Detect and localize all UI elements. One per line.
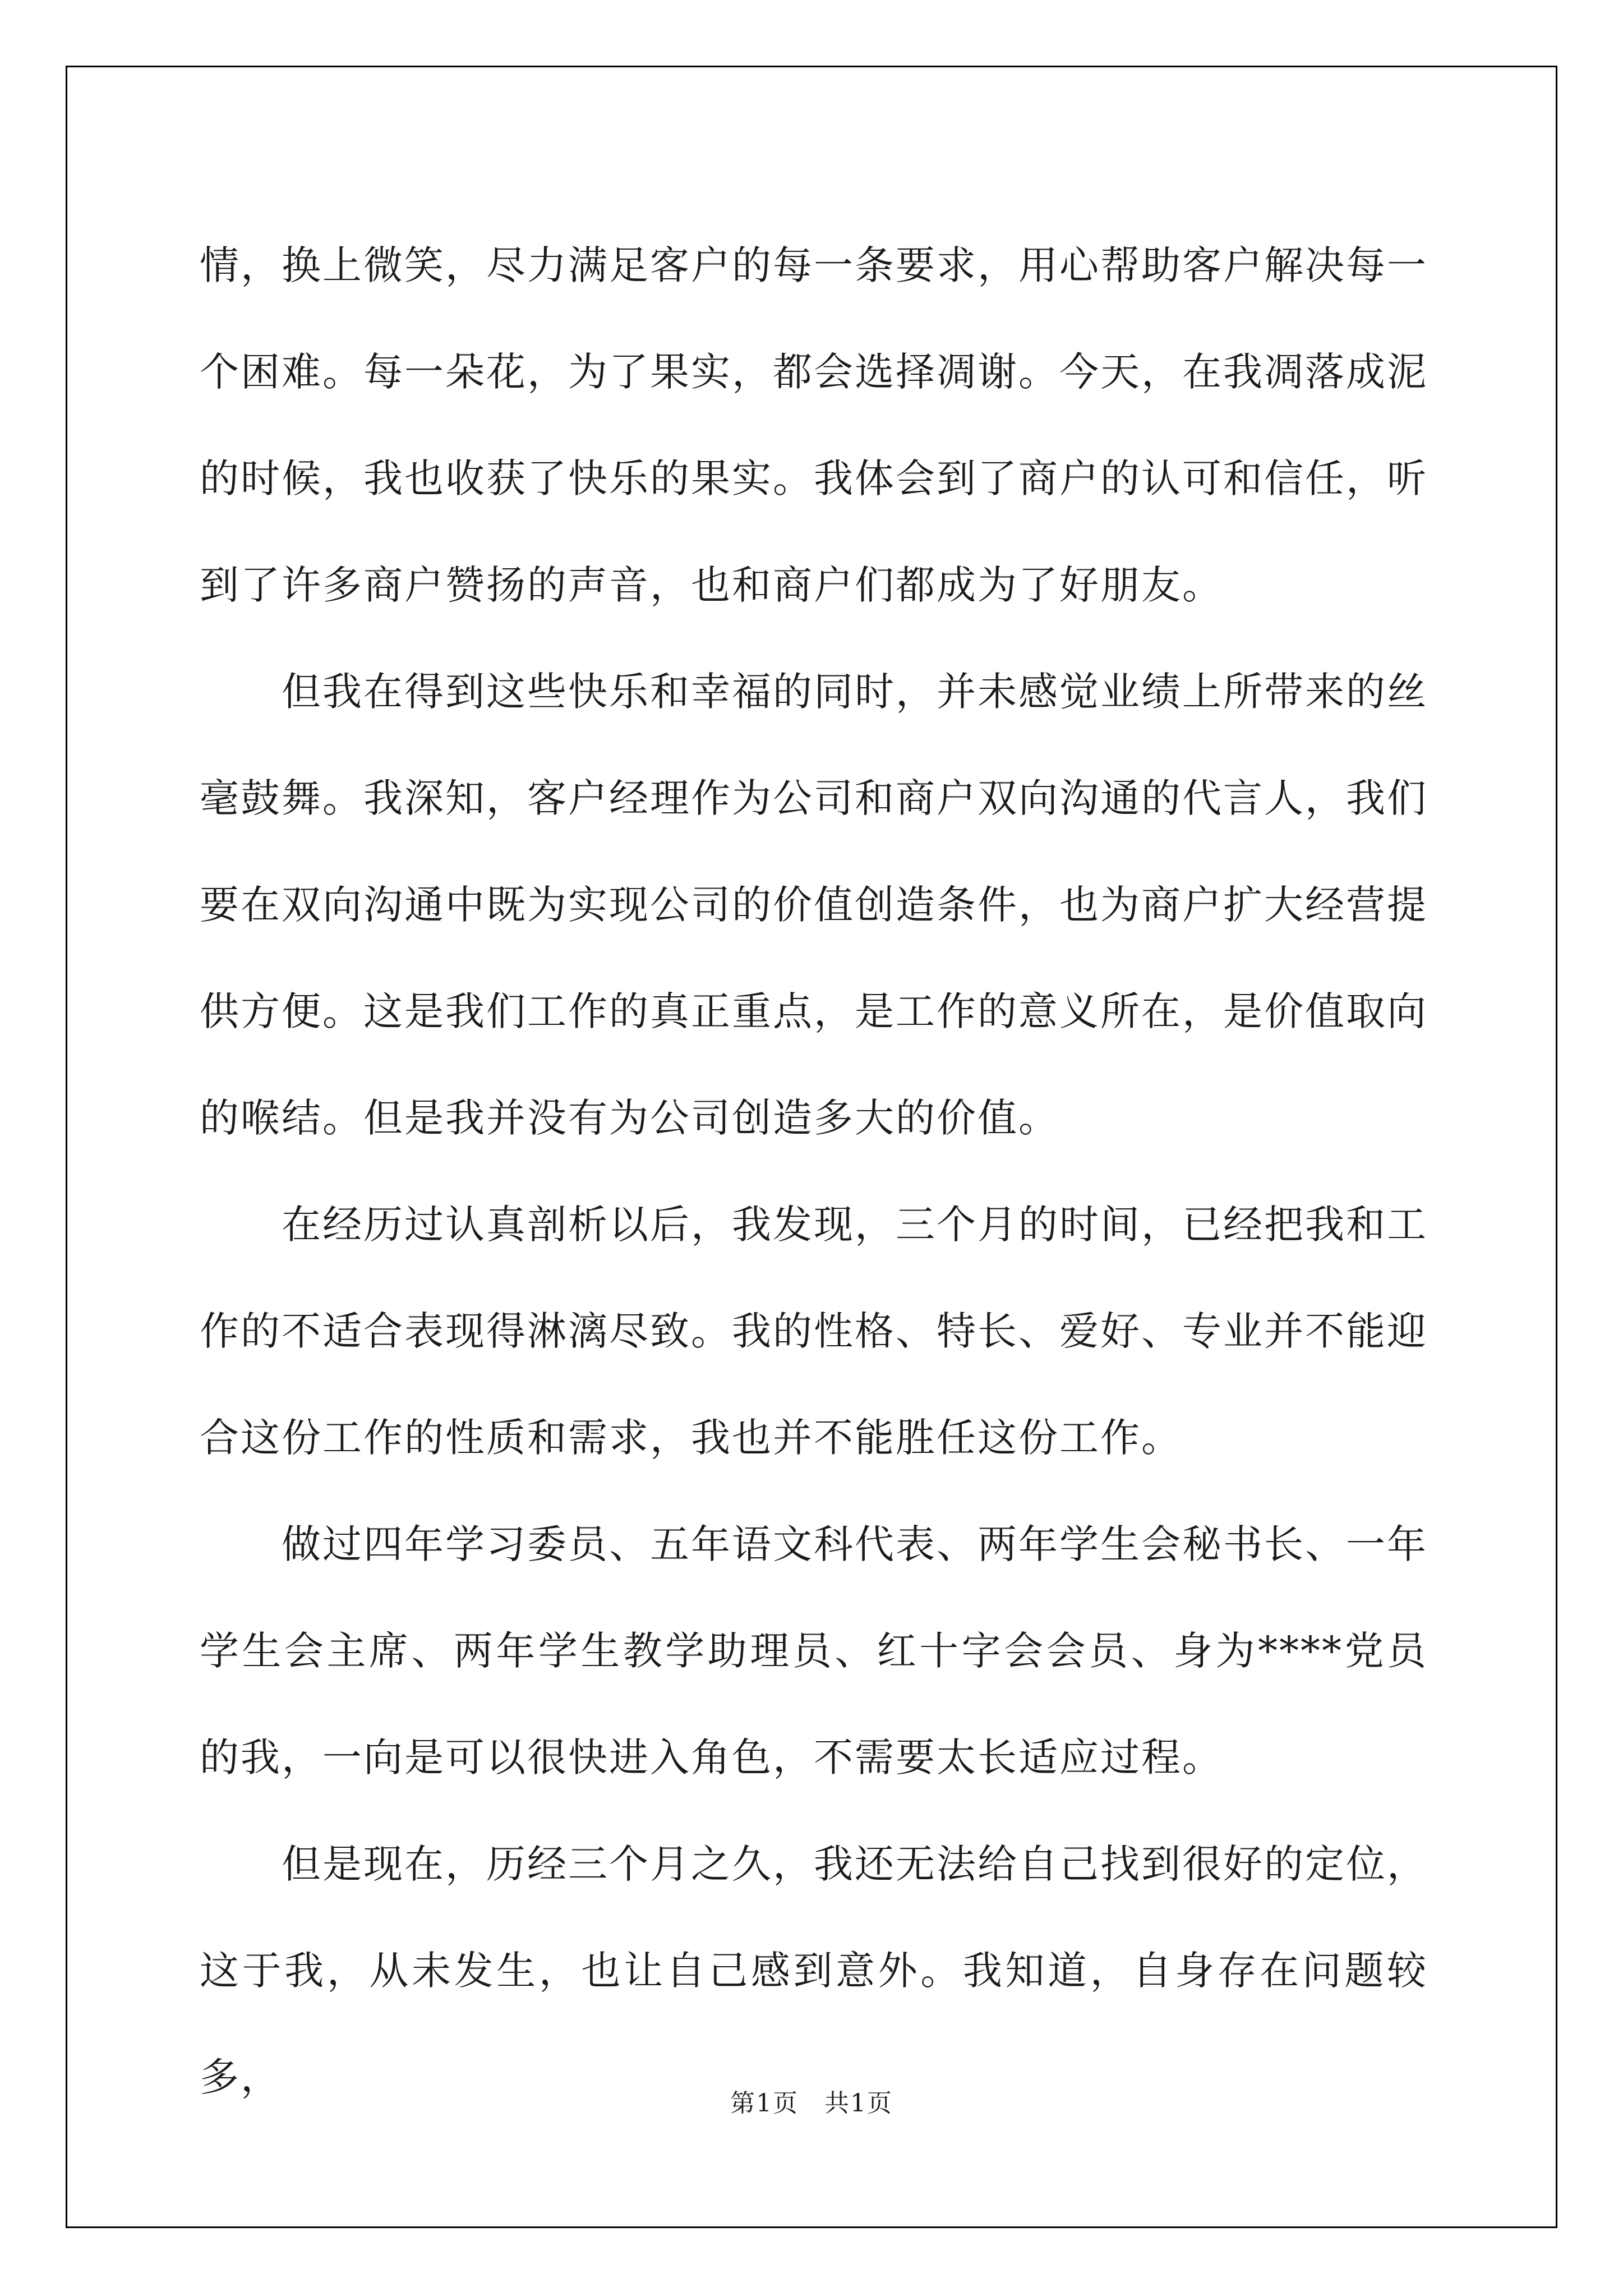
paragraph-3: 在经历过认真剖析以后，我发现，三个月的时间，已经把我和工作的不适合表现得淋漓尽致。我的性格、特长、爱好、专业并不能迎合这份工作的性质和需求，我也并不能胜任这份工作。 xyxy=(200,1202,1428,1461)
paragraph-4: 做过四年学习委员、五年语文科代表、两年学生会秘书长、一年学生会主席、两年学生教学助理员、红十字会会员、身为****党员的我，一向是可以很快进入角色，不需要太长适应过程。 xyxy=(200,1521,1428,1780)
page-number-footer: 第1页 共1页 xyxy=(730,2089,893,2118)
paragraph-5: 但是现在，历经三个月之久，我还无法给自己找到很好的定位，这于我，从未发生，也让自己感到意外。我知道，自身存在问题较多， xyxy=(200,1841,1428,2100)
paragraph-2: 但我在得到这些快乐和幸福的同时，并未感觉业绩上所带来的丝毫鼓舞。我深知，客户经理作为公司和商户双向沟通的代言人，我们要在双向沟通中既为实现公司的价值创造条件，也为商户扩大经营提供方便。这是我们工作的真正重点，是工作的意义所在，是价值取向的喉结。但是我并没有为公司创造多大的价值。 xyxy=(200,669,1428,1141)
paragraph-1: 情，换上微笑，尽力满足客户的每一条要求，用心帮助客户解决每一个困难。每一朵花，为了果实，都会选择凋谢。今天，在我凋落成泥的时候，我也收获了快乐的果实。我体会到了商户的认可和信任，听到了许多商户赞扬的声音，也和商户们都成为了好朋友。 xyxy=(200,242,1428,608)
document-body xyxy=(200,212,1428,2131)
